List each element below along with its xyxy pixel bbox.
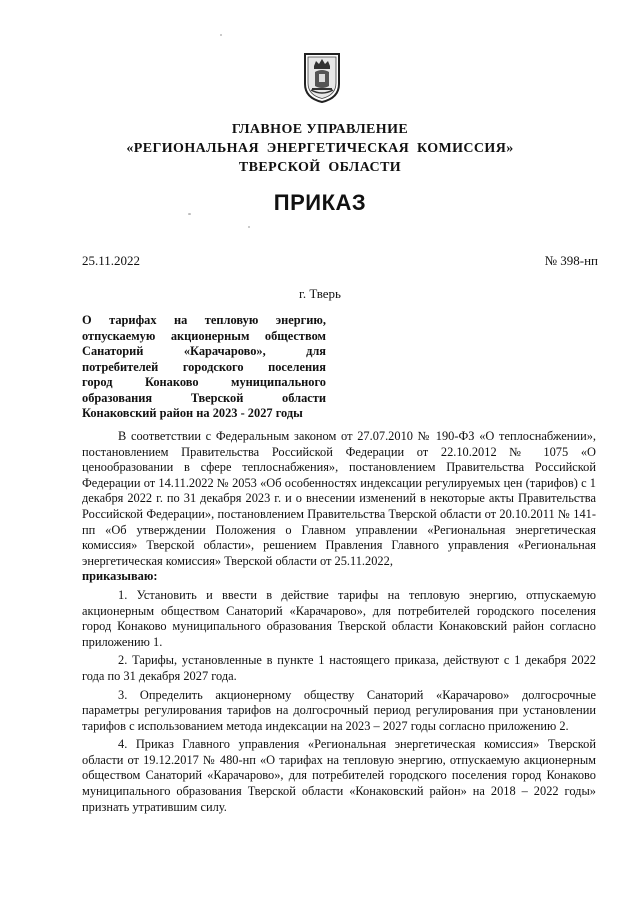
subject-line: О тарифах на тепловую энергию,	[82, 313, 326, 327]
document-body	[82, 429, 596, 815]
document-type-title: ПРИКАЗ	[273, 190, 367, 215]
authority-line: «РЕГИОНАЛЬНАЯ ЭНЕРГЕТИЧЕСКАЯ КОМИССИЯ»	[126, 141, 514, 156]
preamble-paragraph: В соответствии с Федеральным законом от 27.07.2010 № 190-ФЗ «О теплоснабжении», постановлением Правительства Российской Федерации от 22.10.2012 № 1075 «О ценообразовании в сфере теплоснабжения», постановлением Правительства Российской Федерации от 14.11.2022 № 2053 «Об особенностях индексации регулируемых цен (тарифов) с 1 декабря 2022 г. по 31 декабря 2023 г. и о внесении изменений в некоторые акты Правительства Российской Федерации», постановлением Правительства Тверской области от 20.10.2011 № 141-пп «Об утверждении Положения о Главном управлении «Региональная энергетическая комиссия» Тверской области», решением Правления Главного управления «Региональная энергетическая комиссия» Тверской области от 25.11.2022,	[82, 429, 596, 568]
authority-line: ГЛАВНОЕ УПРАВЛЕНИЕ	[231, 122, 409, 137]
order-item: 4. Приказ Главного управления «Региональная энергетическая комиссия» Тверской области от 19.12.2017 № 480-нп «О тарифах на тепловую энергию, отпускаемую акционерным обществом Санаторий «Карачарово», для потребителей городского поселения город Конаково муниципального образования Тверской области «Конаковский район» на 2018 – 2022 годы» признать утратившим силу.	[82, 737, 596, 814]
scan-speck	[220, 34, 222, 36]
subject-line: Конаковский район на 2023 - 2027 годы	[82, 406, 303, 420]
order-item: 3. Определить акционерному обществу Санаторий «Карачарово» долгосрочные параметры регулирования тарифов на долгосрочный период регулирования при установлении тарифов с использованием метода индексации на 2023 – 2027 годы согласно приложению 2.	[82, 687, 596, 733]
decree-word: приказываю:	[82, 569, 158, 584]
tver-coat-of-arms-icon	[302, 50, 342, 104]
order-item: 1. Установить и ввести в действие тарифы на тепловую энергию, отпускаемую акционерным обществом Санаторий «Карачарово», для потребителей городского поселения город Конаково муниципального образования Тверской области Конаковский район согласно приложению 1.	[82, 587, 596, 649]
subject-line: потребителей городского поселения	[82, 359, 326, 374]
subject-line: Санаторий «Карачарово», для	[82, 344, 326, 358]
scan-speck	[248, 226, 250, 228]
subject-line: образования Тверской области	[82, 390, 326, 405]
document-city: г. Тверь	[299, 286, 341, 301]
order-item: 2. Тарифы, установленные в пункте 1 настоящего приказа, действуют с 1 декабря 2022 года по 31 декабря 2027 года.	[82, 653, 596, 683]
subject-line: город Конаково муниципального	[82, 375, 326, 389]
document-date: 25.11.2022	[82, 253, 141, 268]
scan-speck	[188, 213, 191, 215]
document-subject	[82, 313, 326, 422]
subject-line: отпускаемую акционерным обществом	[82, 328, 326, 343]
issuing-authority	[0, 120, 640, 177]
document-number: № 398-нп	[544, 253, 598, 268]
authority-line: ТВЕРСКОЙ ОБЛАСТИ	[238, 160, 402, 175]
